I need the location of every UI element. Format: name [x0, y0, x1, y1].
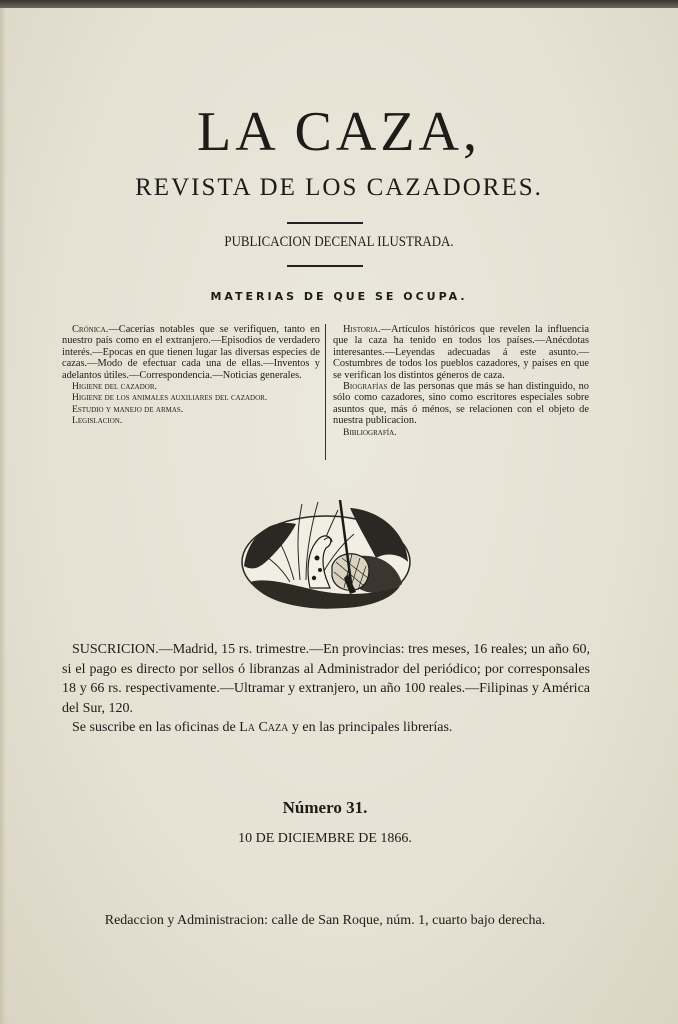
biografias-paragraph: [333, 381, 589, 427]
issue-number: Número 31.: [282, 798, 368, 817]
historia-text: —Artículos históricos que revelen la influencia que la caza ha tenido en todos los países.—Anécdotas interesantes.—Leyendas adecuadas á este asunto.—Costumbres de todos los pueblos cazadores, y países en que se verifican los distintos géneros de caza.: [333, 324, 589, 381]
topics-column-left: [62, 324, 320, 427]
hunting-vignette-illustration: [240, 496, 412, 612]
subscription-label: SUSCRICION.: [72, 642, 159, 657]
historia-paragraph: [333, 324, 589, 381]
column-divider: [325, 324, 326, 460]
subscription-where-text: Se suscribe en las oficinas de: [72, 720, 240, 735]
cronica-label: Crónica.: [72, 324, 109, 335]
divider-rule-top: [287, 222, 363, 224]
masthead-title: LA CAZA,: [197, 101, 481, 163]
subscription-paragraph: [62, 640, 590, 718]
vignette-background-foliage: [242, 508, 410, 608]
divider-rule-bottom: [287, 265, 363, 267]
historia-label: Historia.: [343, 324, 381, 335]
cronica-text: —Cacerías notables que se verifiquen, tanto en nuestro país como en el extranjero.—Episodios de verdadero interés.—Epocas en que tienen lugar las diversas especies de cazas.—Modo de efectuar cada una de ellas.—Inventos y adelantos útiles.—Correspondencia.—Noticias generales.: [62, 324, 320, 381]
topic-item: Estudio y manejo de armas.: [72, 403, 184, 415]
cronica-paragraph: [62, 324, 320, 381]
subscription-where-end: y en las principales librerías.: [288, 720, 453, 735]
editorial-address: Redaccion y Administracion: calle de San Roque, núm. 1, cuarto bajo derecha.: [104, 913, 546, 928]
masthead-subtitle: REVISTA DE LOS CAZADORES.: [135, 174, 543, 201]
topic-item: Higiene de los animales auxiliares del cazador.: [72, 392, 268, 404]
topic-item: Higiene del cazador.: [72, 381, 157, 393]
subscription-where: [62, 718, 590, 738]
top-binding-edge: [0, 0, 678, 8]
materias-heading: MATERIAS DE QUE SE OCUPA.: [210, 290, 468, 303]
biografias-label: Biografías: [343, 381, 388, 393]
bibliografia-item: Bibliografía.: [343, 426, 397, 438]
issue-date: 10 DE DICIEMBRE DE 1866.: [238, 831, 412, 846]
subscription-brand: La Caza: [239, 720, 289, 735]
publication-line: PUBLICACION DECENAL ILUSTRADA.: [224, 234, 454, 250]
subscription-text: —Madrid, 15 rs. trimestre.—En provincias: tres meses, 16 reales; un año 60, si el pago es directo por sellos ó libranzas al Administrador del periódico; por corresponsales 18 y 66 rs. respectivamente.—Ultramar y extranjero, un año 100 reales.—Filipinas y América del Sur, 120.: [62, 642, 590, 716]
biografias-text: de las personas que más se han distinguido, no sólo como cazadores, sino como escritores especiales sobre asuntos que, más ó ménos, se relacionen con el objeto de nuestra publicacion.: [333, 381, 589, 427]
topic-item: Legislacion.: [72, 415, 123, 427]
subscription-block: [62, 640, 590, 738]
topics-column-right: [333, 324, 589, 438]
